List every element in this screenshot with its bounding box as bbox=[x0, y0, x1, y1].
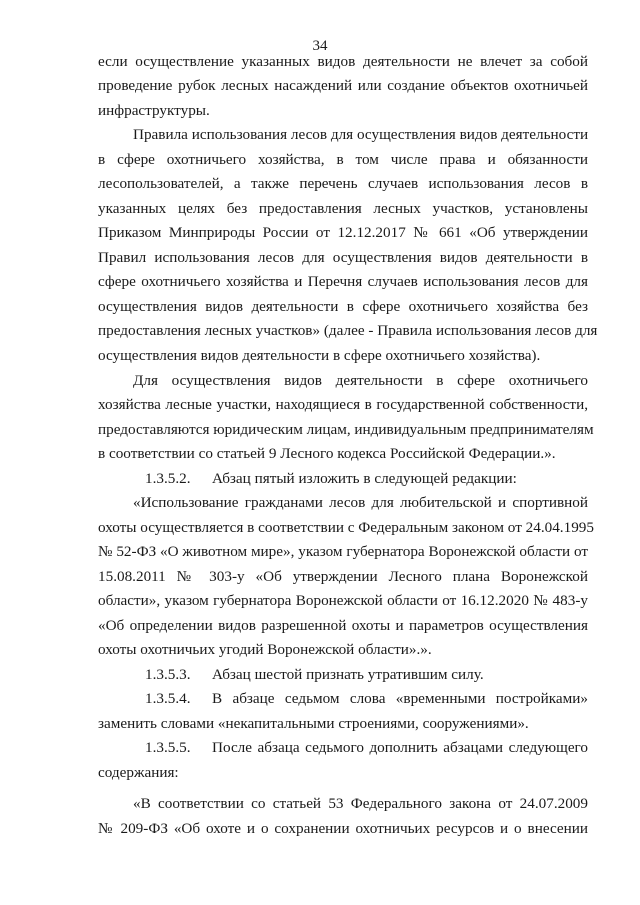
text-line: № 209-ФЗ «Об охоте и о сохранении охотничьих ресурсов и о внесении bbox=[98, 820, 588, 837]
text-line: осуществления видов деятельности в сфере охотничьего хозяйства без bbox=[98, 298, 588, 315]
text-line: указанных целях без предоставления лесных участков, установлены bbox=[98, 200, 588, 217]
text-line: если осуществление указанных видов деятельности не влечет за собой bbox=[98, 53, 588, 70]
text-line: предоставления лесных участков» (далее - Правила использования лесов для bbox=[98, 322, 598, 339]
text-line: «Об определении видов разрешенной охоты и параметров осуществления bbox=[98, 617, 588, 634]
text-line: Правила использования лесов для осуществления видов деятельности bbox=[133, 126, 589, 143]
item-text: После абзаца седьмого дополнить абзацами следующего bbox=[212, 739, 588, 756]
text-line: проведение рубок лесных насаждений или создание объектов охотничьей bbox=[98, 77, 588, 94]
text-line: области», указом губернатора Воронежской области от 16.12.2020 № 483-у bbox=[98, 592, 588, 609]
text-line: охоты осуществляется в соответствии с Федеральным законом от 24.04.1995 bbox=[98, 519, 594, 536]
text-line: Приказом Минприроды России от 12.12.2017 № 661 «Об утверждении bbox=[98, 224, 588, 241]
text-line: хозяйства лесные участки, находящиеся в государственной собственности, bbox=[98, 396, 588, 413]
text-line: в соответствии со статьей 9 Лесного кодекса Российской Федерации.». bbox=[98, 445, 556, 462]
item-number: 1.3.5.2. bbox=[145, 470, 191, 487]
text-line: предоставляются юридическим лицам, индивидуальным предпринимателям bbox=[98, 421, 594, 438]
text-line: содержания: bbox=[98, 764, 179, 781]
item-number: 1.3.5.5. bbox=[145, 739, 191, 756]
page-number: 34 bbox=[312, 38, 328, 54]
item-number: 1.3.5.3. bbox=[145, 666, 191, 683]
text-line: сфере охотничьего хозяйства и Перечня случаев использования лесов для bbox=[98, 273, 588, 290]
text-line: Для осуществления видов деятельности в сфере охотничьего bbox=[133, 372, 588, 389]
text-line: Правил использования лесов для осуществления видов деятельности в bbox=[98, 249, 588, 266]
text-line: № 52-ФЗ «О животном мире», указом губернатора Воронежской области от bbox=[98, 543, 588, 560]
item-number: 1.3.5.4. bbox=[145, 690, 191, 707]
text-line: осуществления видов деятельности в сфере охотничьего хозяйства). bbox=[98, 347, 541, 364]
item-text: В абзаце седьмом слова «временными постройками» bbox=[212, 690, 588, 707]
item-text: Абзац пятый изложить в следующей редакции: bbox=[212, 470, 517, 487]
text-line: в сфере охотничьего хозяйства, в том числе права и обязанности bbox=[98, 151, 588, 168]
text-line: заменить словами «некапитальными строениями, сооружениями». bbox=[98, 715, 529, 732]
text-line: инфраструктуры. bbox=[98, 102, 210, 119]
text-line: «Использование гражданами лесов для любительской и спортивной bbox=[133, 494, 588, 511]
item-text: Абзац шестой признать утратившим силу. bbox=[212, 666, 484, 683]
text-line: лесопользователей, а также перечень случаев использования лесов в bbox=[98, 175, 588, 192]
text-line: 15.08.2011 № 303-у «Об утверждении Лесного плана Воронежской bbox=[98, 568, 588, 585]
text-line: охоты охотничьих угодий Воронежской области».». bbox=[98, 641, 432, 658]
text-line: «В соответствии со статьей 53 Федерального закона от 24.07.2009 bbox=[133, 795, 588, 812]
